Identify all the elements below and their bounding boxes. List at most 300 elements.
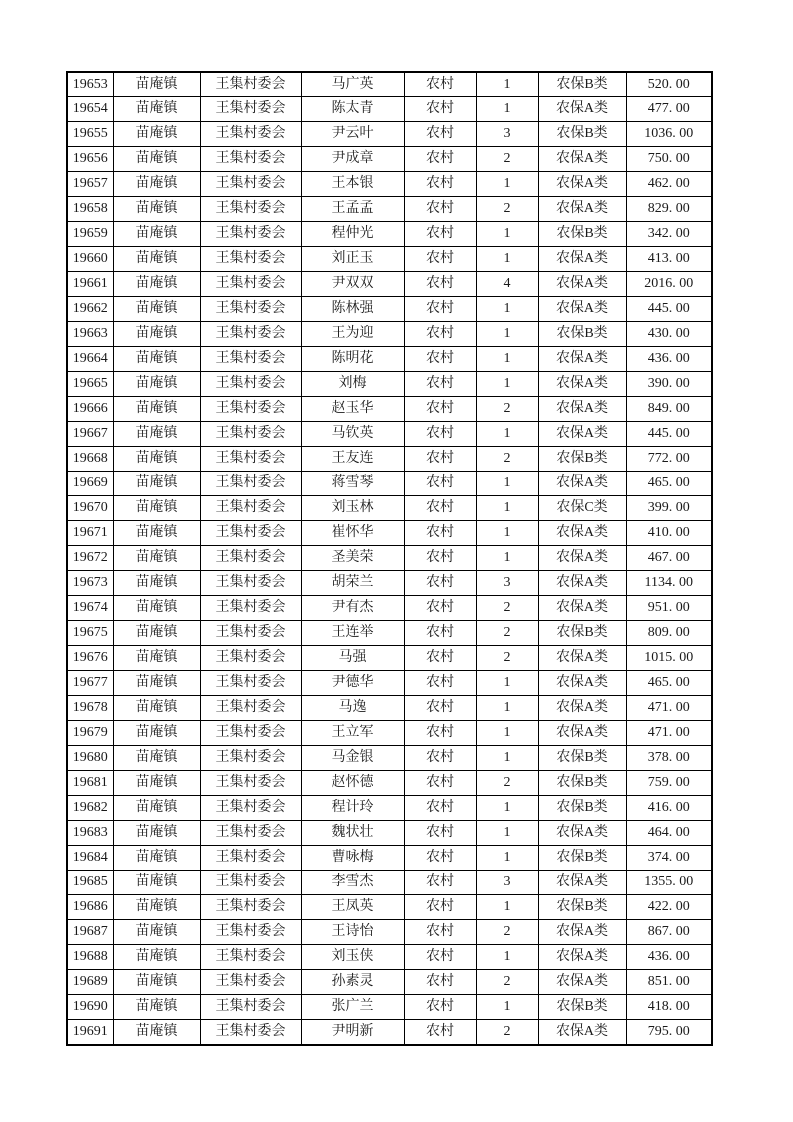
insurance-category-cell: 农保B类 <box>538 72 626 97</box>
insurance-category-cell: 农保B类 <box>538 621 626 646</box>
person-name-cell: 王诗怡 <box>301 920 404 945</box>
table-row <box>67 421 712 446</box>
person-name-cell: 王孟孟 <box>301 197 404 222</box>
table-row <box>67 272 712 297</box>
table-body <box>67 72 712 1045</box>
insurance-category-cell: 农保A类 <box>538 521 626 546</box>
person-count-cell: 1 <box>476 795 538 820</box>
residence-type-cell: 农村 <box>404 995 476 1020</box>
table-row <box>67 197 712 222</box>
amount-cell: 464. 00 <box>626 820 712 845</box>
table-row <box>67 222 712 247</box>
amount-cell: 342. 00 <box>626 222 712 247</box>
table-row <box>67 720 712 745</box>
person-count-cell: 2 <box>476 446 538 471</box>
serial-number-cell: 19690 <box>67 995 113 1020</box>
town-cell: 苗庵镇 <box>113 720 200 745</box>
person-name-cell: 刘玉林 <box>301 496 404 521</box>
residence-type-cell: 农村 <box>404 496 476 521</box>
village-committee-cell: 王集村委会 <box>200 646 301 671</box>
person-name-cell: 崔怀华 <box>301 521 404 546</box>
town-cell: 苗庵镇 <box>113 471 200 496</box>
table-row <box>67 995 712 1020</box>
serial-number-cell: 19653 <box>67 72 113 97</box>
serial-number-cell: 19672 <box>67 546 113 571</box>
serial-number-cell: 19688 <box>67 945 113 970</box>
residence-type-cell: 农村 <box>404 895 476 920</box>
village-committee-cell: 王集村委会 <box>200 371 301 396</box>
serial-number-cell: 19668 <box>67 446 113 471</box>
table-row <box>67 621 712 646</box>
insurance-category-cell: 农保A类 <box>538 97 626 122</box>
person-count-cell: 1 <box>476 895 538 920</box>
person-name-cell: 马逸 <box>301 695 404 720</box>
village-committee-cell: 王集村委会 <box>200 920 301 945</box>
person-count-cell: 1 <box>476 521 538 546</box>
village-committee-cell: 王集村委会 <box>200 995 301 1020</box>
residence-type-cell: 农村 <box>404 571 476 596</box>
village-committee-cell: 王集村委会 <box>200 770 301 795</box>
town-cell: 苗庵镇 <box>113 122 200 147</box>
village-committee-cell: 王集村委会 <box>200 571 301 596</box>
person-count-cell: 2 <box>476 970 538 995</box>
residence-type-cell: 农村 <box>404 720 476 745</box>
amount-cell: 795. 00 <box>626 1020 712 1045</box>
table-row <box>67 172 712 197</box>
village-committee-cell: 王集村委会 <box>200 695 301 720</box>
amount-cell: 829. 00 <box>626 197 712 222</box>
insurance-category-cell: 农保A类 <box>538 371 626 396</box>
person-count-cell: 2 <box>476 770 538 795</box>
table-row <box>67 371 712 396</box>
town-cell: 苗庵镇 <box>113 147 200 172</box>
table-row <box>67 521 712 546</box>
serial-number-cell: 19662 <box>67 296 113 321</box>
residence-type-cell: 农村 <box>404 147 476 172</box>
insurance-category-cell: 农保A类 <box>538 296 626 321</box>
serial-number-cell: 19685 <box>67 870 113 895</box>
serial-number-cell: 19663 <box>67 321 113 346</box>
person-count-cell: 2 <box>476 1020 538 1045</box>
town-cell: 苗庵镇 <box>113 646 200 671</box>
village-committee-cell: 王集村委会 <box>200 222 301 247</box>
residence-type-cell: 农村 <box>404 396 476 421</box>
table-row <box>67 496 712 521</box>
person-count-cell: 1 <box>476 695 538 720</box>
person-name-cell: 胡荣兰 <box>301 571 404 596</box>
table-row <box>67 471 712 496</box>
town-cell: 苗庵镇 <box>113 546 200 571</box>
town-cell: 苗庵镇 <box>113 172 200 197</box>
person-count-cell: 1 <box>476 371 538 396</box>
town-cell: 苗庵镇 <box>113 695 200 720</box>
insurance-category-cell: 农保A类 <box>538 870 626 895</box>
person-count-cell: 1 <box>476 995 538 1020</box>
residence-type-cell: 农村 <box>404 845 476 870</box>
serial-number-cell: 19664 <box>67 346 113 371</box>
person-count-cell: 1 <box>476 471 538 496</box>
serial-number-cell: 19684 <box>67 845 113 870</box>
person-count-cell: 1 <box>476 546 538 571</box>
residence-type-cell: 农村 <box>404 1020 476 1045</box>
town-cell: 苗庵镇 <box>113 222 200 247</box>
amount-cell: 436. 00 <box>626 945 712 970</box>
insurance-category-cell: 农保B类 <box>538 321 626 346</box>
insurance-category-cell: 农保A类 <box>538 571 626 596</box>
table-row <box>67 571 712 596</box>
table-row <box>67 870 712 895</box>
insurance-category-cell: 农保A类 <box>538 1020 626 1045</box>
person-name-cell: 尹明新 <box>301 1020 404 1045</box>
amount-cell: 445. 00 <box>626 296 712 321</box>
person-count-cell: 1 <box>476 247 538 272</box>
person-count-cell: 1 <box>476 945 538 970</box>
insurance-category-cell: 农保A类 <box>538 471 626 496</box>
residence-type-cell: 农村 <box>404 247 476 272</box>
table-row <box>67 671 712 696</box>
person-name-cell: 张广兰 <box>301 995 404 1020</box>
residence-type-cell: 农村 <box>404 945 476 970</box>
residence-type-cell: 农村 <box>404 970 476 995</box>
table-row <box>67 895 712 920</box>
town-cell: 苗庵镇 <box>113 72 200 97</box>
serial-number-cell: 19658 <box>67 197 113 222</box>
insurance-category-cell: 农保B类 <box>538 222 626 247</box>
person-name-cell: 陈明花 <box>301 346 404 371</box>
town-cell: 苗庵镇 <box>113 945 200 970</box>
amount-cell: 418. 00 <box>626 995 712 1020</box>
person-name-cell: 王友连 <box>301 446 404 471</box>
serial-number-cell: 19669 <box>67 471 113 496</box>
amount-cell: 772. 00 <box>626 446 712 471</box>
person-name-cell: 赵怀德 <box>301 770 404 795</box>
insurance-category-cell: 农保A类 <box>538 596 626 621</box>
person-name-cell: 王为迎 <box>301 321 404 346</box>
table-row <box>67 596 712 621</box>
serial-number-cell: 19679 <box>67 720 113 745</box>
village-committee-cell: 王集村委会 <box>200 671 301 696</box>
residence-type-cell: 农村 <box>404 646 476 671</box>
table-row <box>67 970 712 995</box>
village-committee-cell: 王集村委会 <box>200 396 301 421</box>
person-count-cell: 2 <box>476 920 538 945</box>
person-name-cell: 尹双双 <box>301 272 404 297</box>
amount-cell: 413. 00 <box>626 247 712 272</box>
amount-cell: 374. 00 <box>626 845 712 870</box>
table-row <box>67 646 712 671</box>
person-count-cell: 1 <box>476 820 538 845</box>
amount-cell: 1355. 00 <box>626 870 712 895</box>
village-committee-cell: 王集村委会 <box>200 72 301 97</box>
serial-number-cell: 19681 <box>67 770 113 795</box>
person-name-cell: 马金银 <box>301 745 404 770</box>
amount-cell: 445. 00 <box>626 421 712 446</box>
amount-cell: 436. 00 <box>626 346 712 371</box>
amount-cell: 867. 00 <box>626 920 712 945</box>
serial-number-cell: 19687 <box>67 920 113 945</box>
residence-type-cell: 农村 <box>404 172 476 197</box>
serial-number-cell: 19682 <box>67 795 113 820</box>
insurance-category-cell: 农保B类 <box>538 745 626 770</box>
town-cell: 苗庵镇 <box>113 970 200 995</box>
residence-type-cell: 农村 <box>404 621 476 646</box>
serial-number-cell: 19680 <box>67 745 113 770</box>
town-cell: 苗庵镇 <box>113 97 200 122</box>
town-cell: 苗庵镇 <box>113 671 200 696</box>
village-committee-cell: 王集村委会 <box>200 845 301 870</box>
village-committee-cell: 王集村委会 <box>200 596 301 621</box>
serial-number-cell: 19660 <box>67 247 113 272</box>
serial-number-cell: 19686 <box>67 895 113 920</box>
insurance-category-cell: 农保A类 <box>538 920 626 945</box>
residence-type-cell: 农村 <box>404 272 476 297</box>
amount-cell: 809. 00 <box>626 621 712 646</box>
person-count-cell: 2 <box>476 197 538 222</box>
amount-cell: 759. 00 <box>626 770 712 795</box>
amount-cell: 465. 00 <box>626 671 712 696</box>
insurance-category-cell: 农保A类 <box>538 720 626 745</box>
town-cell: 苗庵镇 <box>113 745 200 770</box>
person-count-cell: 1 <box>476 745 538 770</box>
table-row <box>67 695 712 720</box>
person-name-cell: 孙素灵 <box>301 970 404 995</box>
amount-cell: 477. 00 <box>626 97 712 122</box>
town-cell: 苗庵镇 <box>113 521 200 546</box>
village-committee-cell: 王集村委会 <box>200 621 301 646</box>
person-count-cell: 1 <box>476 296 538 321</box>
village-committee-cell: 王集村委会 <box>200 471 301 496</box>
serial-number-cell: 19657 <box>67 172 113 197</box>
insurance-category-cell: 农保A类 <box>538 396 626 421</box>
person-name-cell: 刘正玉 <box>301 247 404 272</box>
person-count-cell: 1 <box>476 97 538 122</box>
town-cell: 苗庵镇 <box>113 371 200 396</box>
person-count-cell: 1 <box>476 845 538 870</box>
residence-type-cell: 农村 <box>404 671 476 696</box>
person-count-cell: 3 <box>476 571 538 596</box>
residence-type-cell: 农村 <box>404 471 476 496</box>
town-cell: 苗庵镇 <box>113 446 200 471</box>
amount-cell: 416. 00 <box>626 795 712 820</box>
town-cell: 苗庵镇 <box>113 247 200 272</box>
residence-type-cell: 农村 <box>404 421 476 446</box>
village-committee-cell: 王集村委会 <box>200 1020 301 1045</box>
table-row <box>67 97 712 122</box>
table-row <box>67 920 712 945</box>
insurance-category-cell: 农保A类 <box>538 671 626 696</box>
person-name-cell: 程仲光 <box>301 222 404 247</box>
insurance-category-cell: 农保A类 <box>538 945 626 970</box>
town-cell: 苗庵镇 <box>113 770 200 795</box>
table-row <box>67 1020 712 1045</box>
person-name-cell: 圣美荣 <box>301 546 404 571</box>
person-count-cell: 1 <box>476 321 538 346</box>
residence-type-cell: 农村 <box>404 97 476 122</box>
amount-cell: 462. 00 <box>626 172 712 197</box>
person-name-cell: 尹成章 <box>301 147 404 172</box>
person-count-cell: 1 <box>476 222 538 247</box>
town-cell: 苗庵镇 <box>113 596 200 621</box>
amount-cell: 422. 00 <box>626 895 712 920</box>
person-count-cell: 1 <box>476 720 538 745</box>
town-cell: 苗庵镇 <box>113 421 200 446</box>
table-row <box>67 770 712 795</box>
serial-number-cell: 19674 <box>67 596 113 621</box>
insurance-category-cell: 农保A类 <box>538 546 626 571</box>
amount-cell: 430. 00 <box>626 321 712 346</box>
insurance-category-cell: 农保A类 <box>538 247 626 272</box>
table-row <box>67 795 712 820</box>
village-committee-cell: 王集村委会 <box>200 421 301 446</box>
village-committee-cell: 王集村委会 <box>200 247 301 272</box>
village-committee-cell: 王集村委会 <box>200 346 301 371</box>
table-row <box>67 72 712 97</box>
amount-cell: 467. 00 <box>626 546 712 571</box>
amount-cell: 410. 00 <box>626 521 712 546</box>
town-cell: 苗庵镇 <box>113 197 200 222</box>
village-committee-cell: 王集村委会 <box>200 122 301 147</box>
insurance-category-cell: 农保B类 <box>538 995 626 1020</box>
amount-cell: 390. 00 <box>626 371 712 396</box>
serial-number-cell: 19678 <box>67 695 113 720</box>
insurance-category-cell: 农保B类 <box>538 845 626 870</box>
table-row <box>67 446 712 471</box>
insurance-category-cell: 农保B类 <box>538 895 626 920</box>
person-name-cell: 魏状壮 <box>301 820 404 845</box>
residence-type-cell: 农村 <box>404 321 476 346</box>
village-committee-cell: 王集村委会 <box>200 272 301 297</box>
amount-cell: 1015. 00 <box>626 646 712 671</box>
village-committee-cell: 王集村委会 <box>200 97 301 122</box>
residence-type-cell: 农村 <box>404 296 476 321</box>
amount-cell: 399. 00 <box>626 496 712 521</box>
person-count-cell: 3 <box>476 870 538 895</box>
serial-number-cell: 19683 <box>67 820 113 845</box>
amount-cell: 2016. 00 <box>626 272 712 297</box>
person-name-cell: 刘玉侠 <box>301 945 404 970</box>
amount-cell: 951. 00 <box>626 596 712 621</box>
person-name-cell: 陈林强 <box>301 296 404 321</box>
village-committee-cell: 王集村委会 <box>200 970 301 995</box>
residence-type-cell: 农村 <box>404 546 476 571</box>
residence-type-cell: 农村 <box>404 197 476 222</box>
town-cell: 苗庵镇 <box>113 321 200 346</box>
serial-number-cell: 19677 <box>67 671 113 696</box>
village-committee-cell: 王集村委会 <box>200 147 301 172</box>
insurance-category-cell: 农保A类 <box>538 421 626 446</box>
person-count-cell: 3 <box>476 122 538 147</box>
serial-number-cell: 19654 <box>67 97 113 122</box>
town-cell: 苗庵镇 <box>113 895 200 920</box>
town-cell: 苗庵镇 <box>113 296 200 321</box>
town-cell: 苗庵镇 <box>113 396 200 421</box>
amount-cell: 520. 00 <box>626 72 712 97</box>
town-cell: 苗庵镇 <box>113 621 200 646</box>
residence-type-cell: 农村 <box>404 72 476 97</box>
person-count-cell: 1 <box>476 671 538 696</box>
serial-number-cell: 19689 <box>67 970 113 995</box>
residence-type-cell: 农村 <box>404 446 476 471</box>
village-committee-cell: 王集村委会 <box>200 446 301 471</box>
serial-number-cell: 19659 <box>67 222 113 247</box>
person-name-cell: 王立军 <box>301 720 404 745</box>
insurance-category-cell: 农保A类 <box>538 970 626 995</box>
table-row <box>67 396 712 421</box>
residence-type-cell: 农村 <box>404 122 476 147</box>
town-cell: 苗庵镇 <box>113 820 200 845</box>
person-count-cell: 1 <box>476 421 538 446</box>
table-row <box>67 745 712 770</box>
serial-number-cell: 19676 <box>67 646 113 671</box>
insurance-category-cell: 农保B类 <box>538 770 626 795</box>
village-committee-cell: 王集村委会 <box>200 546 301 571</box>
town-cell: 苗庵镇 <box>113 1020 200 1045</box>
village-committee-cell: 王集村委会 <box>200 745 301 770</box>
person-name-cell: 尹云叶 <box>301 122 404 147</box>
person-name-cell: 尹德华 <box>301 671 404 696</box>
village-committee-cell: 王集村委会 <box>200 945 301 970</box>
insurance-category-cell: 农保A类 <box>538 197 626 222</box>
table-row <box>67 346 712 371</box>
person-count-cell: 1 <box>476 172 538 197</box>
village-committee-cell: 王集村委会 <box>200 820 301 845</box>
insurance-category-cell: 农保A类 <box>538 346 626 371</box>
town-cell: 苗庵镇 <box>113 795 200 820</box>
person-name-cell: 王本银 <box>301 172 404 197</box>
person-name-cell: 曹咏梅 <box>301 845 404 870</box>
serial-number-cell: 19661 <box>67 272 113 297</box>
village-committee-cell: 王集村委会 <box>200 197 301 222</box>
village-committee-cell: 王集村委会 <box>200 172 301 197</box>
residence-type-cell: 农村 <box>404 521 476 546</box>
serial-number-cell: 19655 <box>67 122 113 147</box>
amount-cell: 471. 00 <box>626 695 712 720</box>
person-name-cell: 马广英 <box>301 72 404 97</box>
serial-number-cell: 19691 <box>67 1020 113 1045</box>
insurance-category-cell: 农保A类 <box>538 147 626 172</box>
town-cell: 苗庵镇 <box>113 346 200 371</box>
amount-cell: 471. 00 <box>626 720 712 745</box>
table-row <box>67 945 712 970</box>
residence-type-cell: 农村 <box>404 222 476 247</box>
insurance-category-cell: 农保A类 <box>538 172 626 197</box>
serial-number-cell: 19675 <box>67 621 113 646</box>
amount-cell: 1036. 00 <box>626 122 712 147</box>
person-name-cell: 李雪杰 <box>301 870 404 895</box>
table-row <box>67 321 712 346</box>
serial-number-cell: 19656 <box>67 147 113 172</box>
insurance-category-cell: 农保A类 <box>538 820 626 845</box>
serial-number-cell: 19673 <box>67 571 113 596</box>
amount-cell: 378. 00 <box>626 745 712 770</box>
table-row <box>67 296 712 321</box>
insurance-category-cell: 农保A类 <box>538 695 626 720</box>
person-name-cell: 王凤英 <box>301 895 404 920</box>
residence-type-cell: 农村 <box>404 820 476 845</box>
serial-number-cell: 19666 <box>67 396 113 421</box>
village-committee-cell: 王集村委会 <box>200 720 301 745</box>
amount-cell: 849. 00 <box>626 396 712 421</box>
town-cell: 苗庵镇 <box>113 995 200 1020</box>
residence-type-cell: 农村 <box>404 346 476 371</box>
table-row <box>67 845 712 870</box>
person-name-cell: 赵玉华 <box>301 396 404 421</box>
town-cell: 苗庵镇 <box>113 272 200 297</box>
insurance-category-cell: 农保A类 <box>538 272 626 297</box>
residence-type-cell: 农村 <box>404 745 476 770</box>
table-row <box>67 147 712 172</box>
residence-type-cell: 农村 <box>404 596 476 621</box>
